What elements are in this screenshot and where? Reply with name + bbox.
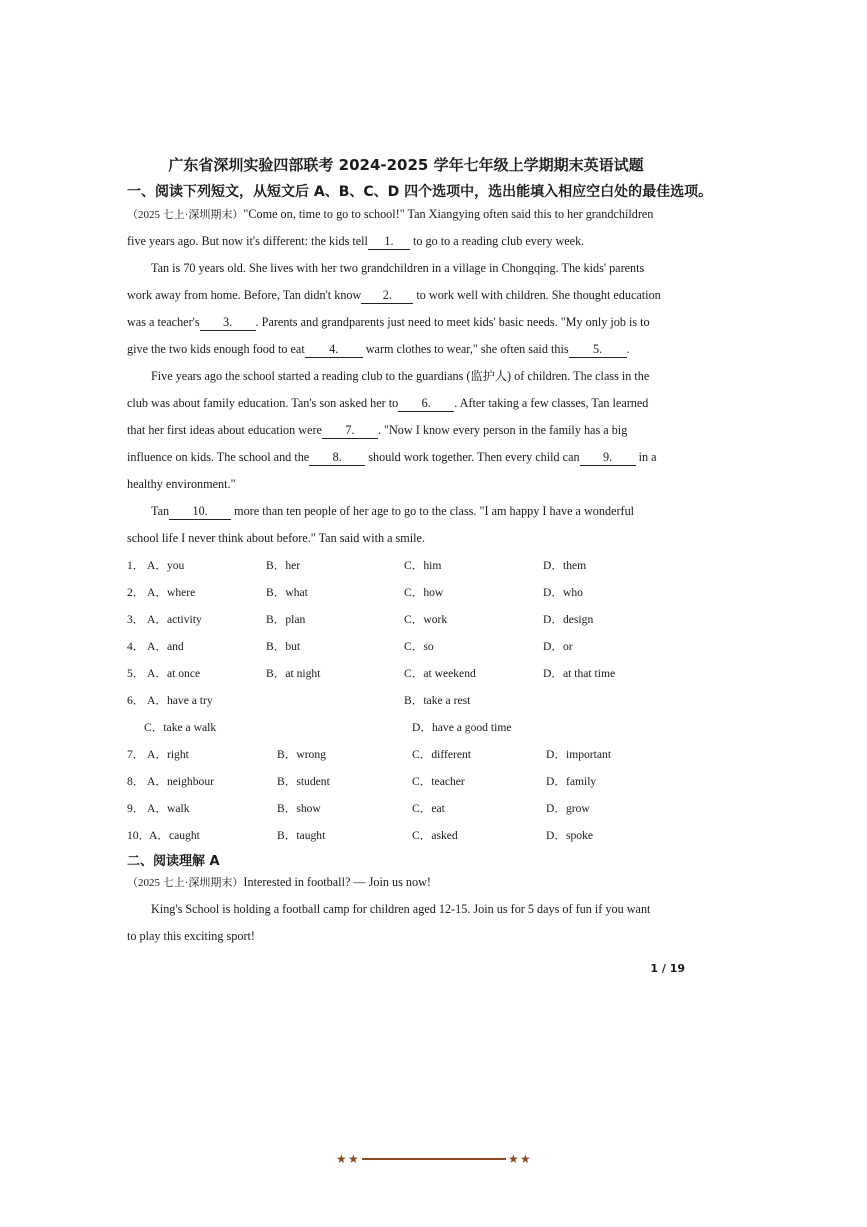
option-10-c: C．asked [412,829,458,842]
option-4-a: A．and [147,640,184,653]
star-icon: ★ [508,1152,519,1166]
section2-intro: （2025 七上·深圳期末）Interested in football? — Join us now! [127,875,431,889]
blank-4: 4. [305,341,363,358]
option-5-c: C．at weekend [404,667,476,680]
option-10-b: B．taught [277,829,326,842]
option-2-c: C．how [404,586,444,599]
option-row-3: 3． A．activity B．plan C．work D．design [127,613,594,626]
option-row-7: 7． A．right B．wrong C．different D．important [127,748,612,761]
option-2-a: A．where [147,586,196,599]
blank-3: 3. [200,314,256,331]
option-7-d: D．important [546,748,612,761]
option-10-d: D．spoke [546,829,594,842]
passage-line-3: Tan is 70 years old. She lives with her two grandchildren in a village in Chongqing. The kids' parents [151,261,645,275]
option-row-1: 1． A．you B．her C．him D．them [127,559,587,572]
option-5-a: A．at once [147,667,201,680]
option-3-c: C．work [404,613,448,626]
option-9-a: A．walk [147,802,190,815]
passage-line-6: give the two kids enough food to eat 4. warm clothes to wear," she often said this 5. . [127,342,630,356]
section2-heading: 二、阅读理解 A [127,854,220,869]
option-7-b: B．wrong [277,748,326,761]
option-3-a: A．activity [147,613,202,626]
option-8-a: A．neighbour [147,775,214,788]
option-1-c: C．him [404,559,442,572]
section1-heading: 一、阅读下列短文，从短文后 A、B、C、D 四个选项中，选出能填入相应空白处的最佳选项。 [127,184,713,200]
option-8-c: C．teacher [412,775,465,788]
option-6-b: B．take a rest [404,694,471,707]
passage-line-8: club was about family education. Tan's son asked her to 6. . After taking a few classes, Tan learned [127,396,649,410]
star-icon: ★ [520,1152,531,1166]
option-row-5: 5． A．at once B．at night C．at weekend D．at that time [127,667,616,680]
star-icon: ★ [336,1152,347,1166]
option-5-b: B．at night [266,667,321,680]
passage-line-1: （2025 七上·深圳期末）"Come on, time to go to school!" Tan Xiangying often said this to her grandchildren [127,207,654,221]
option-7-c: C．different [412,748,472,761]
option-10-a: A．caught [149,829,200,842]
option-9-d: D．grow [546,802,590,815]
blank-1: 1. [368,233,410,250]
blank-7: 7. [322,422,378,439]
option-4-c: C．so [404,640,434,653]
blank-9: 9. [580,449,636,466]
passage-line-5: was a teacher's 3. . Parents and grandparents just need to meet kids' basic needs. "My only job is to [127,315,650,329]
option-1-d: D．them [543,559,587,572]
option-3-b: B．plan [266,613,306,626]
passage-line-13: school life I never think about before." Tan said with a smile. [127,531,426,545]
section2-line-2: to play this exciting sport! [127,929,255,943]
option-8-b: B．student [277,775,330,788]
option-4-b: B．but [266,640,301,653]
passage-line-2: five years ago. But now it's different: the kids tell 1. to go to a reading club every week. [127,234,585,248]
passage-line-9: that her first ideas about education were 7. . "Now I know every person in the family has a big [127,423,628,437]
option-3-d: D．design [543,613,594,626]
option-4-d: D．or [543,640,573,653]
option-1-b: B．her [266,559,301,572]
option-9-c: C．eat [412,802,445,815]
blank-6: 6. [398,395,454,412]
option-row-4: 4． A．and B．but C．so D．or [127,640,573,653]
option-9-b: B．show [277,802,321,815]
option-row-6b [127,719,727,735]
source-tag: （2025 七上·深圳期末） [127,209,244,221]
blank-10: 10. [169,503,231,520]
star-icon: ★ [348,1152,359,1166]
passage-line-10: influence on kids. The school and the 8. should work together. Then every child can 9. in a [127,450,657,464]
option-row-10: 10． A．caught B．taught C．asked D．spoke [127,829,594,842]
page-title: 广东省深圳实验四部联考 2024-2025 学年七年级上学期期末英语试题 [168,156,644,174]
option-2-b: B．what [266,586,308,599]
option-6-a: A．have a try [147,694,213,707]
section2-line-1: King's School is holding a football camp for children aged 12-15. Join us for 5 days of fun if you want [151,902,651,916]
blank-2: 2. [361,287,413,304]
option-row-8: 8． A．neighbour B．student C．teacher D．family [127,775,597,788]
footer-rule [362,1158,506,1160]
passage-line-12: Tan 10. more than ten people of her age to go to the class. "I am happy I have a wonderful [151,504,635,518]
option-8-d: D．family [546,775,597,788]
option-row-2: 2． A．where B．what C．how D．who [127,586,583,599]
option-6-d: D．have a good time [412,721,512,734]
passage-line-4: work away from home. Before, Tan didn't know 2. to work well with children. She thought education [127,288,661,302]
option-row-9: 9． A．walk B．show C．eat D．grow [127,802,590,815]
footer-decoration [336,1152,532,1166]
page-number: 1 / 19 [650,962,685,975]
option-2-d: D．who [543,586,583,599]
option-6-c: C．take a walk [144,721,217,734]
option-row-6: 6． A．have a try B．take a rest [127,694,471,707]
passage-line-11: healthy environment." [127,477,236,491]
option-5-d: D．at that time [543,667,616,680]
blank-8: 8. [309,449,365,466]
blank-5: 5. [569,341,627,358]
option-7-a: A．right [147,748,189,761]
passage-line-7: Five years ago the school started a reading club to the guardians (监护人) of children. The class in the [151,369,650,383]
option-1-a: A．you [147,559,185,572]
